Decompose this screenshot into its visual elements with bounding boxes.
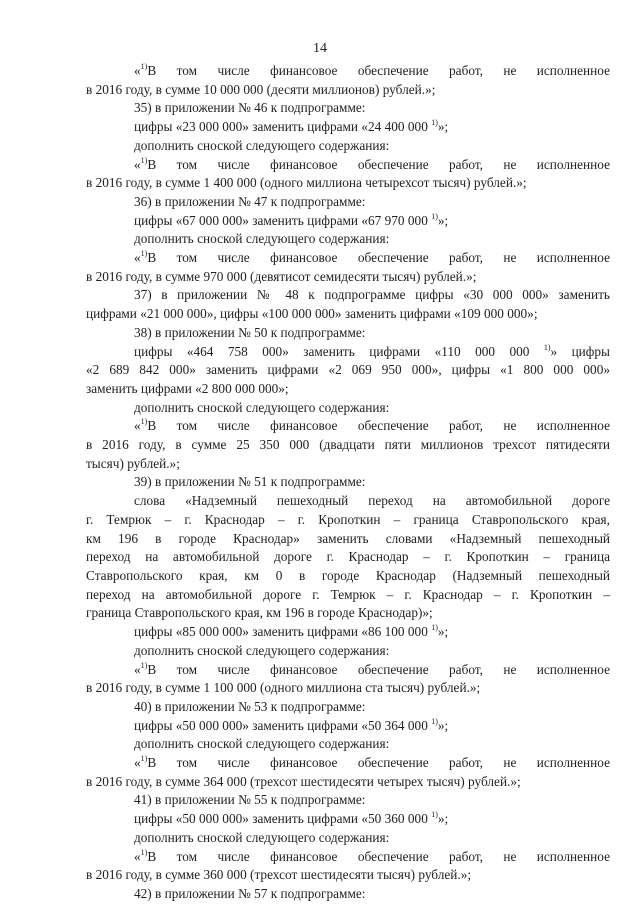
- line-text: 40) в приложении № 53 к подпрограмме:: [134, 698, 366, 714]
- document-line: [86, 623, 610, 642]
- line-text: г. Темрюк – г. Краснодар – г. Кропоткин – граница Ставропольского края,: [86, 511, 610, 527]
- line-text: дополнить сноской следующего содержания:: [134, 231, 390, 247]
- line-text: в 2016 году, в сумме 25 350 000 (двадцати пяти миллионов трехсот пятидесяти: [86, 437, 610, 453]
- document-line: [86, 604, 610, 623]
- footnote-marker: 1): [140, 847, 148, 857]
- document-line: [86, 268, 610, 287]
- document-line: [86, 586, 610, 605]
- document-line: [86, 380, 610, 399]
- document-line: [86, 773, 610, 792]
- footnote-marker: 1): [431, 623, 438, 633]
- document-line: [86, 324, 610, 343]
- line-text: переход на автомобильной дороге г. Темрюк – г. Краснодар – г. Кропоткин –: [86, 586, 610, 602]
- footnote-marker: 1): [543, 342, 551, 352]
- document-line: [86, 473, 610, 492]
- line-text-tail: »;: [437, 624, 449, 640]
- line-text: в 2016 году, в сумме 1 400 000 (одного миллиона четырехсот тысяч) рублей.»;: [86, 175, 527, 191]
- document-line: [86, 212, 610, 231]
- line-text: цифрами «21 000 000», цифры «100 000 000» заменить цифрами «109 000 000»;: [86, 306, 538, 322]
- line-text: В том числе финансовое обеспечение работ, не исполненное: [147, 755, 610, 771]
- line-text-tail: »;: [437, 811, 449, 827]
- line-text: В том числе финансовое обеспечение работ, не исполненное: [147, 848, 610, 864]
- footnote-marker: 1): [140, 754, 148, 764]
- line-text: переход на автомобильной дороге г. Краснодар – г. Кропоткин – граница: [86, 549, 610, 565]
- line-text: км 196 в городе Краснодар» заменить словами «Надземный пешеходный: [86, 530, 610, 546]
- document-line: [86, 249, 610, 268]
- document-line: [86, 848, 610, 867]
- line-text: цифры «85 000 000» заменить цифрами «86 100 000: [134, 624, 428, 640]
- document-line: [86, 698, 610, 717]
- line-text: тысяч) рублей.»;: [86, 455, 180, 471]
- line-text-tail: » цифры: [550, 343, 610, 359]
- document-line: [86, 436, 610, 455]
- document-line: [86, 642, 610, 661]
- line-text: цифры «50 000 000» заменить цифрами «50 364 000: [134, 717, 428, 733]
- document-line: [86, 492, 610, 511]
- line-text: 42) в приложении № 57 к подпрограмме:: [134, 885, 366, 901]
- line-text: В том числе финансовое обеспечение работ, не исполненное: [147, 661, 610, 677]
- line-text-tail: »;: [437, 717, 449, 733]
- footnote-marker: 1): [140, 660, 148, 670]
- line-text: в 2016 году, в сумме 360 000 (трехсот шестидесяти тысяч) рублей.»;: [86, 867, 472, 883]
- line-text: 39) в приложении № 51 к подпрограмме:: [134, 474, 366, 490]
- footnote-marker: 1): [140, 155, 148, 165]
- open-quote: «: [134, 755, 141, 771]
- document-line: [86, 791, 610, 810]
- line-text: слова «Надземный пешеходный переход на автомобильной дороге: [134, 493, 610, 509]
- line-text: 36) в приложении № 47 к подпрограмме:: [134, 193, 366, 209]
- line-text: граница Ставропольского края, км 196 в городе Краснодар)»;: [86, 605, 433, 621]
- footnote-marker: 1): [140, 62, 148, 71]
- open-quote: «: [134, 661, 141, 677]
- document-line: [86, 399, 610, 418]
- document-line: [86, 567, 610, 586]
- line-text: В том числе финансовое обеспечение работ, не исполненное: [147, 250, 610, 266]
- document-line: [86, 174, 610, 193]
- line-text-tail: »;: [437, 119, 449, 135]
- document-line: [86, 661, 610, 680]
- footnote-marker: 1): [140, 249, 148, 259]
- document-line: [86, 679, 610, 698]
- document-line: [86, 305, 610, 324]
- line-text: дополнить сноской следующего содержания:: [134, 642, 390, 658]
- document-line: [86, 99, 610, 118]
- document-line: [86, 343, 610, 362]
- line-text: цифры «23 000 000» заменить цифрами «24 400 000: [134, 119, 428, 135]
- document-line: [86, 361, 610, 380]
- line-text: заменить цифрами «2 800 000 000»;: [86, 380, 289, 396]
- line-text: дополнить сноской следующего содержания:: [134, 399, 390, 415]
- line-text: в 2016 году, в сумме 364 000 (трехсот шестидесяти четырех тысяч) рублей.»;: [86, 773, 521, 789]
- line-text: 41) в приложении № 55 к подпрограмме:: [134, 792, 366, 808]
- line-text: В том числе финансовое обеспечение работ, не исполненное: [147, 156, 610, 172]
- open-quote: «: [134, 848, 141, 864]
- line-text: В том числе финансовое обеспечение работ, не исполненное: [147, 418, 610, 434]
- open-quote: «: [134, 250, 141, 266]
- line-text: Ставропольского края, км 0 в городе Краснодар (Надземный пешеходный: [86, 567, 610, 583]
- line-text: цифры «50 000 000» заменить цифрами «50 360 000: [134, 811, 428, 827]
- document-line: [86, 754, 610, 773]
- line-text: В том числе финансовое обеспечение работ, не исполненное: [147, 63, 610, 78]
- document-line: [86, 548, 610, 567]
- page-number: 14: [313, 41, 327, 56]
- line-text: цифры «67 000 000» заменить цифрами «67 970 000: [134, 212, 428, 228]
- line-text: в 2016 году, в сумме 970 000 (девятисот семидесяти тысяч) рублей.»;: [86, 268, 477, 284]
- document-line: [86, 230, 610, 249]
- footnote-marker: 1): [431, 810, 438, 820]
- footnote-marker: 1): [140, 417, 148, 427]
- document-line: [86, 735, 610, 754]
- footnote-marker: 1): [431, 211, 438, 221]
- document-line: [86, 417, 610, 436]
- document-line: [86, 717, 610, 736]
- line-text: 37) в приложении № 48 к подпрограмме цифры «30 000 000» заменить: [134, 287, 610, 303]
- line-text: 38) в приложении № 50 к подпрограмме:: [134, 324, 366, 340]
- line-text: дополнить сноской следующего содержания:: [134, 736, 390, 752]
- open-quote: «: [134, 63, 141, 78]
- document-line: [86, 530, 610, 549]
- document-line: [86, 81, 610, 100]
- document-line: [86, 455, 610, 474]
- line-text: «2 689 842 000» заменить цифрами «2 069 950 000», цифры «1 800 000 000»: [86, 362, 610, 378]
- document-line: [86, 193, 610, 212]
- document-line: [86, 866, 610, 885]
- line-text: 35) в приложении № 46 к подпрограмме:: [134, 100, 366, 116]
- document-line: [86, 511, 610, 530]
- open-quote: «: [134, 418, 141, 434]
- document-line: [86, 810, 610, 829]
- document-line: [86, 118, 610, 137]
- document-line: [86, 829, 610, 848]
- line-text: в 2016 году, в сумме 10 000 000 (десяти миллионов) рублей.»;: [86, 81, 436, 97]
- footnote-marker: 1): [431, 118, 438, 128]
- open-quote: «: [134, 156, 141, 172]
- line-text: дополнить сноской следующего содержания:: [134, 829, 390, 845]
- document-line: [86, 137, 610, 156]
- document-line: [86, 156, 610, 175]
- document-line: [86, 286, 610, 305]
- document-line: [86, 62, 610, 81]
- line-text: цифры «464 758 000» заменить цифрами «110 000 000: [134, 343, 530, 359]
- line-text: в 2016 году, в сумме 1 100 000 (одного миллиона ста тысяч) рублей.»;: [86, 680, 481, 696]
- footnote-marker: 1): [431, 716, 438, 726]
- document-body: [86, 62, 610, 904]
- line-text: дополнить сноской следующего содержания:: [134, 137, 390, 153]
- document-line: [86, 885, 610, 904]
- line-text-tail: »;: [437, 212, 449, 228]
